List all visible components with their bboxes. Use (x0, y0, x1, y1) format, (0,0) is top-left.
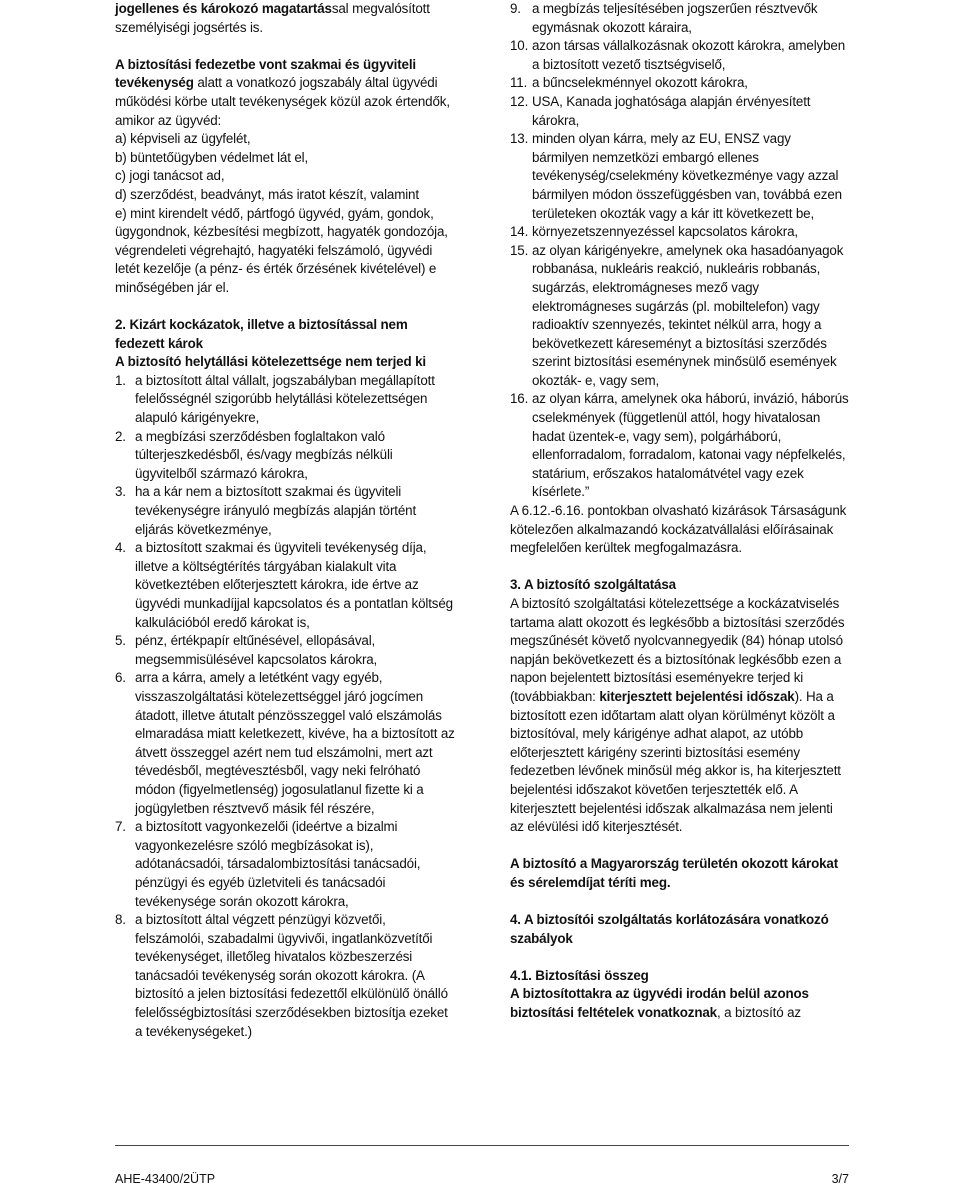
scope-item-e: e) mint kirendelt védő, pártfogó ügyvéd, gyám, gondok, ügygondnok, kézbesítési megbízott, hagyaték gondozója, végrendeleti végrehajtó, hagyatéki felszámoló, ügyvédi letét kezelője (a pénz- és érték őrzésének kivételével) e minőségében jár el. (115, 205, 448, 295)
section-2-subheading: A biztosító helytállási kötelezettsége nem terjed ki (115, 354, 426, 370)
section-3-bold: kiterjesztett bejelentési időszak (599, 688, 795, 704)
section-4-1-bold: A biztosítottakra az ügyvédi irodán belül azonos biztosítási feltételek vonatkoznak (510, 986, 809, 1021)
section-4-1-text: , a biztosító az (716, 1005, 801, 1021)
document-code: AHE-43400/2ÜTP (115, 1172, 216, 1186)
intro-bold: jogellenes és károkozó magatartás (115, 1, 332, 16)
list-text: a biztosított vagyonkezelői (ideértve a bizalmi vagyonkezelésre szóló megbízásokat is), adótanácsadói, társadalombiztosítási tanácsadói, pénzügyi és egyéb üzletviteli és tanácsadói tevékenysége során okozott károkra, (135, 819, 421, 909)
list-item (115, 911, 455, 1041)
scope-item-a: a) képviseli az ügyfelét, (115, 131, 251, 147)
list-text: az olyan kárigényekre, amelynek oka hasadóanyagok robbanása, nukleáris reakció, nukleáris robbanás, sugárzás, elektromágneses mező vagy elektromágneses sugárzás (pl. mobiltelefon) vagy radioaktív szennyezés, tekintet nélkül arra, hogy a bekövetkezett káreseményt a biztosítási szerződés szerint biztosítási eseménynek minősülő események okozták- e, vagy sem, (532, 242, 844, 388)
list-item (115, 632, 455, 669)
list-item (510, 37, 850, 74)
list-item (115, 483, 455, 539)
list-number: 6. (115, 670, 126, 686)
list-number: 2. (115, 428, 126, 444)
list-number: 13. (510, 131, 529, 147)
list-text: azon társas vállalkozásnak okozott károkra, amelyben a biztosított vezető tisztségviselő, (532, 38, 845, 72)
list-item (510, 93, 850, 130)
section-2-heading: 2. Kizárt kockázatok, illetve a biztosítással nem fedezett károk (115, 317, 408, 351)
list-item (115, 669, 455, 818)
list-text: a biztosított által vállalt, jogszabályban megállapított felelősségnél szigorúbb helytállási kötelezettségen alapuló kárigényekre, (135, 372, 435, 426)
list-text: a biztosított szakmai és ügyviteli tevékenység díja, illetve a költségtérítés tárgyában kialakult vita következtében előterjesztett károkra, ide értve az ügyvédi munkadíjjal kapcsolatos és a pontatlan költség kalkulációból eredő károkat is, (135, 540, 453, 630)
list-item (510, 390, 850, 502)
list-item (510, 0, 850, 37)
list-item (510, 74, 850, 93)
list-text: az olyan kárra, amelynek oka háború, invázió, háborús cselekmények (függetlenül attól, hogy hivatalosan hadat üzentek-e, vagy sem), polgárháború, ellenforradalom, forradalom, katonai vagy népfelkelés, statárium, erőszakos hatalomátvétel vagy ezek kísérlete.” (532, 391, 849, 500)
section-4-1-paragraph (510, 985, 850, 1022)
scope-item-b: b) büntetőügyben védelmet lát el, (115, 149, 309, 165)
scope-item-c: c) jogi tanácsot ad, (115, 168, 225, 184)
list-text: minden olyan kárra, mely az EU, ENSZ vagy bármilyen nemzetközi embargó ellenes tevékenység/cselekmény következménye vagy azzal bármilyen módon összefüggésben van, továbbá ezen területeken okozták vagy a kár itt következett be, (532, 131, 842, 221)
list-number: 8. (115, 912, 126, 928)
scope-bold: A biztosítási fedezetbe vont szakmai és ügyviteli tevékenység (115, 56, 416, 91)
list-number: 7. (115, 819, 126, 835)
left-column (115, 0, 455, 1041)
list-item (115, 428, 455, 484)
scope-text: alatt a vonatkozó jogszabály által ügyvédi működési körbe utalt tevékenységek közül azok értendők, amikor az ügyvéd: (115, 75, 450, 128)
list-text: ha a kár nem a biztosított szakmai és ügyviteli tevékenységre irányuló megbízás alapján történt eljárás következménye, (135, 484, 417, 537)
exclusion-list-right (510, 0, 850, 502)
section-3-text-1: A biztosító szolgáltatási kötelezettsége a kockázatviselés tartama alatt okozott és legkésőbb a biztosítási szerződés megszűnését követő nyolcvannegyedik (84) hónap utolsó napján bekövetkezett és a biztosítónak legkésőbb ezen a napon bejelentett biztosítási eseményekre terjed ki (továbbiakban: (510, 596, 845, 704)
list-number: 15. (510, 242, 529, 258)
list-number: 10. (510, 38, 529, 54)
section-3-heading: 3. A biztosító szolgáltatása (510, 577, 676, 593)
list-item (510, 242, 850, 391)
scope-item-d: d) szerződést, beadványt, más iratot készít, valamint (115, 186, 419, 202)
section-4-heading: 4. A biztosítói szolgáltatás korlátozására vonatkozó szabályok (510, 912, 829, 946)
list-number: 12. (510, 93, 529, 109)
list-text: a bűncselekménnyel okozott károkra, (532, 75, 748, 91)
list-item (115, 372, 455, 428)
list-text: a biztosított által végzett pénzügyi közvetői, felszámolói, szabadalmi ügyvivői, ingatlanközvetítői tevékenységet, illetőleg hivatalos közbeszerzési tanácsadói tevékenység során okozott károkra. (A biztosító a jelen biztosítási fedezettől elkülönülő önálló felelősségbiztosítási szerződésekben biztosítja ezeket a tevékenységeket.) (135, 912, 448, 1039)
list-number: 14. (510, 224, 529, 240)
list-item (115, 539, 455, 632)
right-column (510, 0, 850, 1023)
section-4-1-heading: 4.1. Biztosítási összeg (510, 967, 649, 983)
section-3-text-2: ). Ha a biztosított ezen időtartam alatt olyan körülményt közölt a biztosítóval, mely kárigénye adhat alapot, az utóbb előterjesztett kárigény szerinti biztosítási esemény fedezetben lévőnek minősül még akkor is, ha kiterjesztett bejelentési időszakot követően terjesztették elő. A kiterjesztett bejelentési időszak alkalmazása nem jelenti az elévülési idő kiterjesztését. (510, 688, 841, 835)
page-number: 3/7 (831, 1172, 849, 1186)
scope-paragraph (115, 56, 455, 130)
list-item (115, 818, 455, 911)
list-text: arra a kárra, amely a letétként vagy egyéb, visszaszolgáltatási kötelezettséggel járó jogcímen átadott, illetve átutalt pénzösszeggel való elszámolás elmaradása miatt keletkezett, kivéve, ha a biztosított az átvett összeggel azért nem tud elszámolni, mert azt tévedésből, megtévesztésből, vagy neki felróható módon (figyelmetlenség) jogosulatlanul fizette ki a jogügyletben résztvevő másik fél részére, (135, 670, 455, 816)
exclusion-list-left (115, 372, 455, 1041)
territory-paragraph: A biztosító a Magyarország területén okozott károkat és sérelemdíjat téríti meg. (510, 856, 839, 890)
list-item (510, 223, 850, 242)
footer-divider (115, 1145, 849, 1146)
list-text: a megbízás teljesítésében jogszerűen résztvevők egymásnak okozott káraira, (532, 1, 818, 35)
list-number: 11. (510, 75, 528, 91)
list-number: 3. (115, 484, 126, 500)
list-text: USA, Kanada joghatósága alapján érvényesített károkra, (532, 93, 811, 128)
section-3-paragraph (510, 595, 850, 837)
list-number: 1. (115, 372, 126, 388)
list-number: 5. (115, 633, 126, 649)
list-text: a megbízási szerződésben foglaltakon való túlterjeszkedésből, és/vagy megbízás nélküli ügyvitelből származó károkra, (135, 428, 393, 481)
list-number: 16. (510, 391, 529, 407)
list-item (510, 130, 850, 223)
list-number: 4. (115, 540, 126, 556)
intro-paragraph (115, 0, 455, 37)
intro-text: sal megvalósított személyiségi jogsértés is. (115, 1, 430, 35)
list-number: 9. (510, 1, 521, 16)
list-text: pénz, értékpapír eltűnésével, ellopásával, megsemmisülésével kapcsolatos károkra, (135, 633, 378, 667)
list-text: környezetszennyezéssel kapcsolatos károkra, (532, 224, 798, 240)
exclusion-note: A 6.12.-6.16. pontokban olvasható kizárások Társaságunk kötelezően alkalmazandó kockázatvállalási előírásainak megfelelően kerültek megfogalmazásra. (510, 503, 847, 556)
